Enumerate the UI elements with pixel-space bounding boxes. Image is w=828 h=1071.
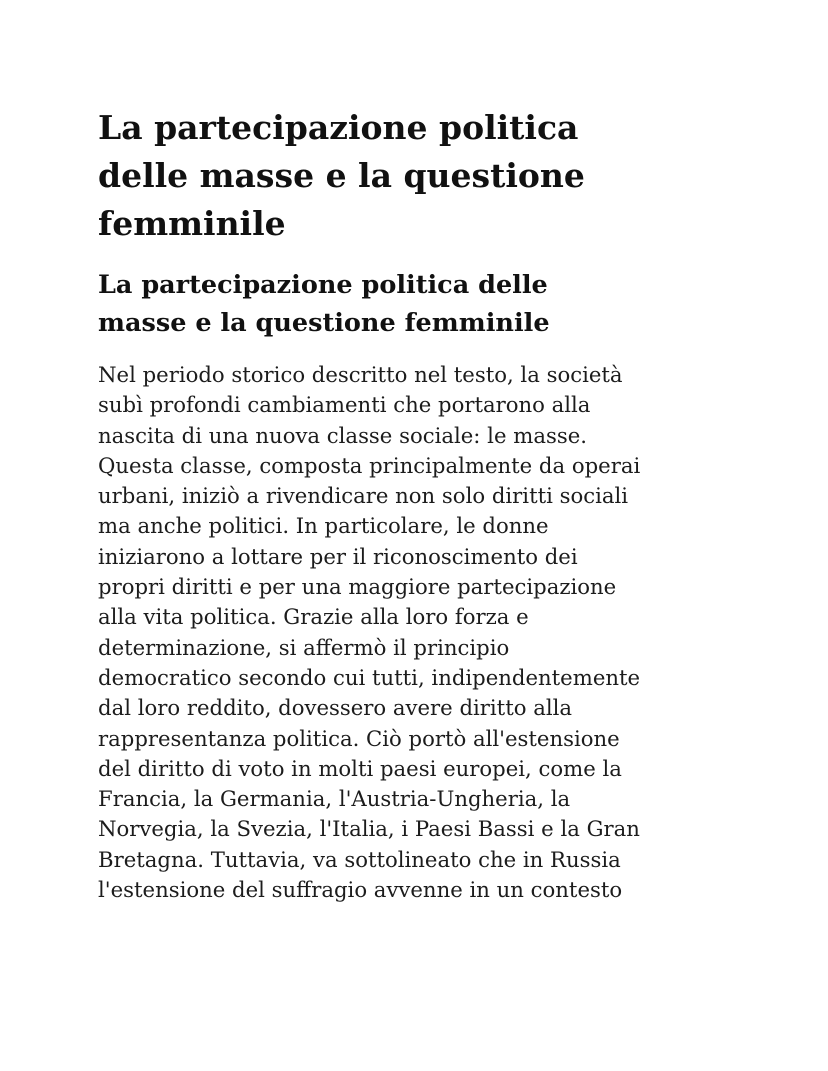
paragraph-line: propri diritti e per una maggiore partecipazione [98,574,617,600]
paragraph-line: urbani, iniziò a rivendicare non solo diritti sociali [98,483,629,509]
paragraph-line: subì profondi cambiamenti che portarono alla [98,392,591,418]
title-line: delle masse e la questione [98,156,585,195]
title-line: La partecipazione politica [98,108,579,147]
paragraph-line: l'estensione del suffragio avvenne in un contesto [98,877,623,903]
title-line: femminile [98,204,286,243]
heading-line: masse e la questione femminile [98,308,550,338]
paragraph-line: Nel periodo storico descritto nel testo, la società [98,362,623,387]
paragraph-line: iniziarono a lottare per il riconoscimento dei [98,543,578,569]
document-page [98,104,758,927]
paragraph-line: determinazione, si affermò il principio [98,634,510,660]
heading-line: La partecipazione politica delle [98,270,548,300]
paragraph-line: Bretagna. Tuttavia, va sottolineato che in Russia [98,846,621,872]
body-paragraph [98,360,758,905]
paragraph-line: Norvegia, la Svezia, l'Italia, i Paesi Bassi e la Gran [98,816,640,842]
paragraph-line: dal loro reddito, dovessero avere diritto alla [98,695,573,721]
paragraph-line: democratico secondo cui tutti, indipendentemente [98,664,641,690]
paragraph-line: ma anche politici. In particolare, le donne [98,513,549,539]
section-heading [98,266,758,342]
paragraph-line: nascita di una nuova classe sociale: le masse. [98,422,587,448]
paragraph-line: del diritto di voto in molti paesi europei, come la [98,755,622,781]
paragraph-line: alla vita politica. Grazie alla loro forza e [98,604,529,630]
paragraph-line: Francia, la Germania, l'Austria-Ungheria, la [98,786,571,812]
document-title [98,104,758,248]
paragraph-line: Questa classe, composta principalmente da operai [98,452,641,478]
paragraph-line: rappresentanza politica. Ciò portò all'estensione [98,725,620,751]
